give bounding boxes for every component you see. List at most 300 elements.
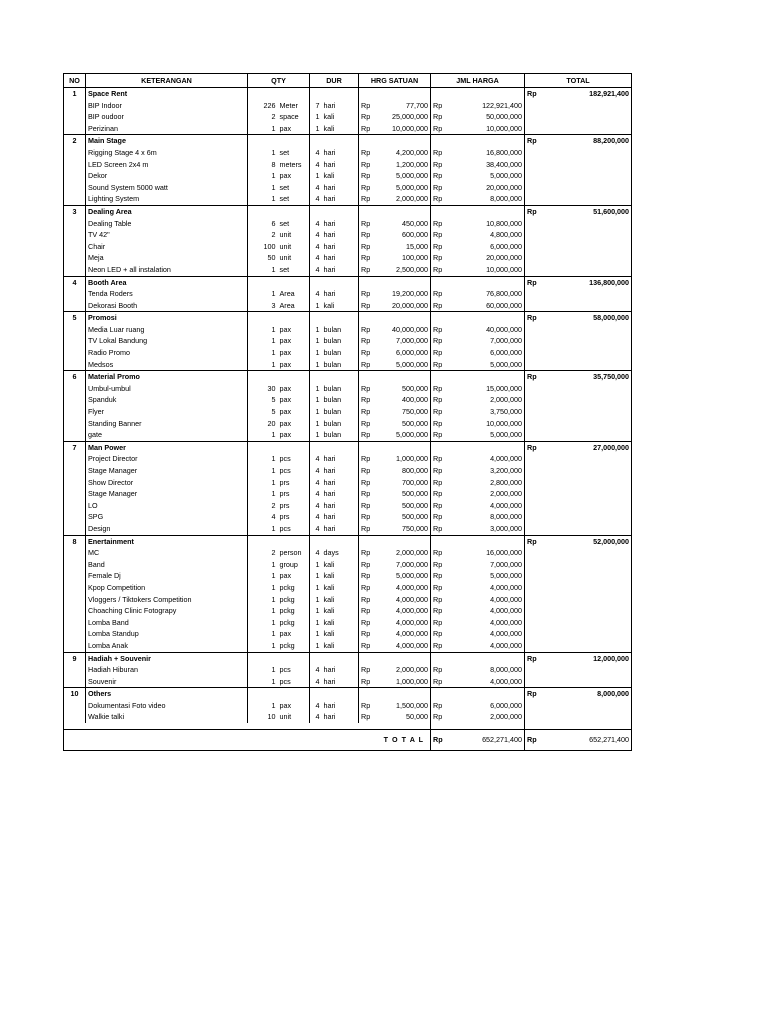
- item-price: 5,000,000: [375, 182, 431, 194]
- item-amount: 4,000,000: [447, 582, 525, 594]
- item-dur: 4: [315, 712, 320, 722]
- section-title: Material Promo: [86, 371, 248, 383]
- total-cell: [545, 218, 632, 230]
- unit-cell: [278, 276, 310, 288]
- row-number-cell: [64, 359, 86, 371]
- table-row: [64, 559, 632, 571]
- item-price: 6,000,000: [375, 347, 431, 359]
- item-price-currency: Rp: [361, 264, 371, 274]
- total-currency-cell: [525, 406, 545, 418]
- item-amount: 4,000,000: [447, 676, 525, 688]
- item-price: 400,000: [375, 394, 431, 406]
- item-amount: 15,000,000: [447, 383, 525, 395]
- qty-cell: [248, 441, 278, 453]
- item-dur-unit: hari: [322, 147, 359, 159]
- table-row: [64, 324, 632, 336]
- item-qty: 1: [271, 523, 276, 533]
- item-qty: 20: [267, 418, 276, 428]
- item-price-currency: Rp: [361, 617, 371, 627]
- item-price: 1,500,000: [375, 700, 431, 712]
- table-row: [64, 500, 632, 512]
- item-dur-unit: kali: [322, 582, 359, 594]
- item-dur-unit: bulan: [322, 429, 359, 441]
- row-number-cell: [64, 570, 86, 582]
- item-amount: 4,000,000: [447, 594, 525, 606]
- item-unit: pckg: [278, 605, 310, 617]
- item-dur: 7: [315, 100, 320, 110]
- item-amount: 76,800,000: [447, 288, 525, 300]
- item-price-currency: Rp: [361, 407, 371, 417]
- item-qty: 1: [271, 430, 276, 440]
- item-amount: 2,000,000: [447, 488, 525, 500]
- total-cell: [545, 100, 632, 112]
- section-title: Dealing Area: [86, 205, 248, 217]
- item-unit: Area: [278, 288, 310, 300]
- item-price-currency: Rp: [361, 395, 371, 405]
- item-qty: 1: [271, 606, 276, 616]
- section-total: 136,800,000: [545, 276, 632, 288]
- item-amount-currency: Rp: [433, 348, 443, 358]
- item-dur: 4: [315, 194, 320, 204]
- table-row: [64, 383, 632, 395]
- item-dur-unit: kali: [322, 640, 359, 652]
- item-dur-unit: hari: [322, 500, 359, 512]
- item-dur: 4: [315, 241, 320, 251]
- total-cell: [545, 711, 632, 723]
- item-amount: 20,000,000: [447, 182, 525, 194]
- section-header-row: [64, 276, 632, 288]
- item-amount-currency: Rp: [433, 100, 443, 110]
- section-total: 8,000,000: [545, 688, 632, 700]
- item-price-currency: Rp: [361, 466, 371, 475]
- row-number-cell: [64, 664, 86, 676]
- section-total: 35,750,000: [545, 371, 632, 383]
- item-dur-unit: hari: [322, 193, 359, 205]
- total-currency-cell: [525, 500, 545, 512]
- item-price-currency: Rp: [361, 194, 371, 204]
- item-name: Neon LED + all instalation: [86, 264, 248, 276]
- table-row: [64, 147, 632, 159]
- total-currency-cell: [525, 229, 545, 241]
- total-currency-cell: [525, 324, 545, 336]
- item-dur-unit: kali: [322, 617, 359, 629]
- total-cell: [545, 523, 632, 535]
- item-price-currency: Rp: [361, 241, 371, 251]
- total-currency-cell: [525, 488, 545, 500]
- item-unit: pcs: [278, 453, 310, 465]
- item-amount: 6,000,000: [447, 241, 525, 253]
- item-price-currency: Rp: [361, 383, 371, 393]
- item-unit: prs: [278, 488, 310, 500]
- item-qty: 1: [271, 559, 276, 569]
- total-currency-cell: [525, 605, 545, 617]
- item-unit: pax: [278, 429, 310, 441]
- row-number-cell: [64, 640, 86, 652]
- item-price: 500,000: [375, 488, 431, 500]
- section-total-currency: Rp: [525, 135, 545, 147]
- item-unit: set: [278, 147, 310, 159]
- item-amount-currency: Rp: [433, 712, 443, 722]
- total-cell: [545, 241, 632, 253]
- header-jml-harga: JML HARGA: [431, 74, 525, 88]
- item-amount: 4,800,000: [447, 229, 525, 241]
- item-amount-currency: Rp: [433, 159, 443, 169]
- qty-cell: [248, 652, 278, 664]
- item-unit: pax: [278, 347, 310, 359]
- row-number-cell: [64, 193, 86, 205]
- total-currency-cell: [525, 147, 545, 159]
- section-header-row: [64, 312, 632, 324]
- total-currency-cell: [525, 182, 545, 194]
- item-name: Sound System 5000 watt: [86, 182, 248, 194]
- item-unit: pax: [278, 406, 310, 418]
- item-name: LO: [86, 500, 248, 512]
- price-currency-cell: [359, 535, 375, 547]
- total-cell: [545, 511, 632, 523]
- item-price: 600,000: [375, 229, 431, 241]
- item-amount-currency: Rp: [433, 336, 443, 346]
- item-price-currency: Rp: [361, 700, 371, 710]
- item-dur-unit: bulan: [322, 324, 359, 336]
- header-no: NO: [64, 74, 86, 88]
- item-qty: 1: [271, 264, 276, 274]
- section-number: 9: [64, 652, 86, 664]
- item-qty: 1: [271, 617, 276, 627]
- total-currency-cell: [525, 594, 545, 606]
- row-number-cell: [64, 511, 86, 523]
- table-row: [64, 429, 632, 441]
- item-qty: 5: [271, 407, 276, 417]
- item-amount: 7,000,000: [447, 335, 525, 347]
- total-currency-cell: [525, 628, 545, 640]
- item-amount: 40,000,000: [447, 324, 525, 336]
- item-amount: 4,000,000: [447, 605, 525, 617]
- dur-unit-cell: [322, 88, 359, 100]
- item-amount-currency: Rp: [433, 640, 443, 650]
- total-currency-cell: [525, 394, 545, 406]
- item-unit: pcs: [278, 523, 310, 535]
- item-name: Lomba Anak: [86, 640, 248, 652]
- item-amount-currency: Rp: [433, 665, 443, 675]
- item-qty: 226: [263, 100, 276, 110]
- row-number-cell: [64, 406, 86, 418]
- item-price: 4,200,000: [375, 147, 431, 159]
- amount-cell: [447, 135, 525, 147]
- item-dur: 1: [315, 395, 320, 405]
- item-name: Lomba Band: [86, 617, 248, 629]
- amount-currency-cell: [431, 205, 447, 217]
- item-price-currency: Rp: [361, 348, 371, 358]
- table-row: [64, 193, 632, 205]
- item-amount: 2,000,000: [447, 394, 525, 406]
- table-row: [64, 418, 632, 430]
- total-currency-cell: [525, 582, 545, 594]
- item-dur: 1: [315, 359, 320, 369]
- item-unit: pax: [278, 335, 310, 347]
- section-header-row: [64, 135, 632, 147]
- table-row: [64, 159, 632, 171]
- unit-cell: [278, 535, 310, 547]
- item-price-currency: Rp: [361, 300, 371, 310]
- grand-total-value: 652,271,400: [545, 730, 632, 751]
- item-dur-unit: bulan: [322, 335, 359, 347]
- amount-currency-cell: [431, 88, 447, 100]
- item-amount: 3,000,000: [447, 523, 525, 535]
- item-dur: 1: [315, 407, 320, 417]
- item-price-currency: Rp: [361, 147, 371, 157]
- item-dur-unit: hari: [322, 700, 359, 712]
- item-price: 15,000: [375, 241, 431, 253]
- amount-cell: [447, 688, 525, 700]
- item-name: Flyer: [86, 406, 248, 418]
- item-name: Dekorasi Booth: [86, 300, 248, 312]
- total-cell: [545, 594, 632, 606]
- item-amount-currency: Rp: [433, 289, 443, 299]
- table-row: [64, 347, 632, 359]
- item-dur-unit: hari: [322, 100, 359, 112]
- item-amount: 7,000,000: [447, 559, 525, 571]
- item-price: 4,000,000: [375, 605, 431, 617]
- section-header-row: [64, 688, 632, 700]
- table-row: [64, 547, 632, 559]
- item-dur-unit: kali: [322, 605, 359, 617]
- row-number-cell: [64, 500, 86, 512]
- item-name: gate: [86, 429, 248, 441]
- qty-cell: [248, 88, 278, 100]
- table-row: [64, 229, 632, 241]
- item-name: BIP oudoor: [86, 111, 248, 123]
- amount-cell: [447, 312, 525, 324]
- section-total: 27,000,000: [545, 441, 632, 453]
- dur-unit-cell: [322, 652, 359, 664]
- item-price-currency: Rp: [361, 676, 371, 686]
- grand-total-row: [64, 730, 632, 751]
- table-body: [64, 88, 632, 724]
- item-unit: set: [278, 193, 310, 205]
- item-name: MC: [86, 547, 248, 559]
- item-price: 500,000: [375, 511, 431, 523]
- total-currency-cell: [525, 453, 545, 465]
- section-header-row: [64, 205, 632, 217]
- table-row: [64, 123, 632, 135]
- item-amount-currency: Rp: [433, 241, 443, 251]
- row-number-cell: [64, 523, 86, 535]
- item-dur-unit: kali: [322, 170, 359, 182]
- item-qty: 1: [271, 676, 276, 686]
- item-amount: 8,000,000: [447, 193, 525, 205]
- total-cell: [545, 264, 632, 276]
- item-name: Chair: [86, 241, 248, 253]
- item-price: 1,000,000: [375, 676, 431, 688]
- table-row: [64, 300, 632, 312]
- unit-cell: [278, 652, 310, 664]
- item-dur-unit: kali: [322, 123, 359, 135]
- item-dur-unit: hari: [322, 159, 359, 171]
- item-amount: 16,000,000: [447, 547, 525, 559]
- item-name: Stage Manager: [86, 465, 248, 477]
- item-unit: pax: [278, 628, 310, 640]
- budget-table: [63, 73, 632, 751]
- item-qty: 1: [271, 700, 276, 710]
- item-price-currency: Rp: [361, 230, 371, 240]
- item-dur: 1: [315, 300, 320, 310]
- item-price: 25,000,000: [375, 111, 431, 123]
- item-price: 1,000,000: [375, 453, 431, 465]
- table-row: [64, 100, 632, 112]
- item-dur: 4: [315, 182, 320, 192]
- item-qty: 1: [271, 629, 276, 639]
- item-price: 1,200,000: [375, 159, 431, 171]
- grand-total-jml-harga: 652,271,400: [447, 730, 525, 751]
- item-amount: 4,000,000: [447, 628, 525, 640]
- item-dur-unit: kali: [322, 300, 359, 312]
- section-header-row: [64, 535, 632, 547]
- item-price: 4,000,000: [375, 617, 431, 629]
- item-dur: 1: [315, 629, 320, 639]
- total-cell: [545, 617, 632, 629]
- unit-cell: [278, 135, 310, 147]
- total-currency-cell: [525, 193, 545, 205]
- row-number-cell: [64, 229, 86, 241]
- item-amount-currency: Rp: [433, 523, 443, 533]
- item-dur: 4: [315, 700, 320, 710]
- item-price-currency: Rp: [361, 336, 371, 346]
- amount-cell: [447, 535, 525, 547]
- price-currency-cell: [359, 276, 375, 288]
- section-total-currency: Rp: [525, 276, 545, 288]
- header-total: TOTAL: [525, 74, 632, 88]
- total-cell: [545, 300, 632, 312]
- item-name: Vloggers / Tiktokers Competition: [86, 594, 248, 606]
- item-dur: 4: [315, 489, 320, 499]
- row-number-cell: [64, 465, 86, 477]
- total-cell: [545, 605, 632, 617]
- item-price: 77,700: [375, 100, 431, 112]
- item-amount: 16,800,000: [447, 147, 525, 159]
- item-price-currency: Rp: [361, 418, 371, 428]
- item-dur: 1: [315, 324, 320, 334]
- dur-unit-cell: [322, 441, 359, 453]
- item-qty: 50: [267, 253, 276, 263]
- unit-cell: [278, 688, 310, 700]
- total-currency-cell: [525, 335, 545, 347]
- item-amount-currency: Rp: [433, 230, 443, 240]
- total-currency-cell: [525, 700, 545, 712]
- item-dur: 1: [315, 430, 320, 440]
- header-dur: DUR: [310, 74, 359, 88]
- unit-cell: [278, 441, 310, 453]
- table-row: [64, 359, 632, 371]
- total-cell: [545, 347, 632, 359]
- item-unit: pckg: [278, 617, 310, 629]
- price-currency-cell: [359, 371, 375, 383]
- section-title: Space Rent: [86, 88, 248, 100]
- item-dur: 4: [315, 147, 320, 157]
- grand-total-currency: Rp: [525, 730, 545, 751]
- row-number-cell: [64, 429, 86, 441]
- item-qty: 1: [271, 454, 276, 464]
- item-dur: 4: [315, 676, 320, 686]
- total-cell: [545, 676, 632, 688]
- table-row: [64, 335, 632, 347]
- table-row: [64, 594, 632, 606]
- item-price-currency: Rp: [361, 523, 371, 533]
- item-name: Tenda Roders: [86, 288, 248, 300]
- table-row: [64, 406, 632, 418]
- table-row: [64, 111, 632, 123]
- table-row: [64, 488, 632, 500]
- item-amount-currency: Rp: [433, 676, 443, 686]
- item-amount: 8,000,000: [447, 664, 525, 676]
- table-row: [64, 218, 632, 230]
- item-price-currency: Rp: [361, 112, 371, 122]
- item-price: 800,000: [375, 465, 431, 477]
- total-cell: [545, 335, 632, 347]
- section-header-row: [64, 371, 632, 383]
- total-cell: [545, 640, 632, 652]
- dur-cell: [310, 276, 322, 288]
- item-dur: 4: [315, 253, 320, 263]
- table-row: [64, 241, 632, 253]
- qty-cell: [248, 371, 278, 383]
- total-cell: [545, 159, 632, 171]
- item-price: 2,000,000: [375, 193, 431, 205]
- item-unit: pax: [278, 394, 310, 406]
- item-dur-unit: hari: [322, 664, 359, 676]
- row-number-cell: [64, 159, 86, 171]
- item-qty: 1: [271, 147, 276, 157]
- item-amount: 10,000,000: [447, 418, 525, 430]
- item-unit: pax: [278, 700, 310, 712]
- item-amount: 5,000,000: [447, 429, 525, 441]
- item-qty: 1: [271, 665, 276, 675]
- row-number-cell: [64, 182, 86, 194]
- row-number-cell: [64, 453, 86, 465]
- item-dur: 4: [315, 289, 320, 299]
- total-cell: [545, 465, 632, 477]
- item-price: 750,000: [375, 523, 431, 535]
- total-currency-cell: [525, 523, 545, 535]
- dur-unit-cell: [322, 312, 359, 324]
- row-number-cell: [64, 147, 86, 159]
- item-name: TV 42": [86, 229, 248, 241]
- amount-cell: [447, 371, 525, 383]
- item-unit: Meter: [278, 100, 310, 112]
- item-amount: 10,800,000: [447, 218, 525, 230]
- item-unit: unit: [278, 711, 310, 723]
- item-amount-currency: Rp: [433, 218, 443, 228]
- item-price-currency: Rp: [361, 559, 371, 569]
- total-cell: [545, 418, 632, 430]
- row-number-cell: [64, 218, 86, 230]
- item-qty: 1: [271, 348, 276, 358]
- item-unit: meters: [278, 159, 310, 171]
- total-cell: [545, 500, 632, 512]
- item-name: Souvenir: [86, 676, 248, 688]
- unit-cell: [278, 205, 310, 217]
- item-qty: 3: [271, 300, 276, 310]
- dur-cell: [310, 371, 322, 383]
- amount-currency-cell: [431, 535, 447, 547]
- dur-unit-cell: [322, 535, 359, 547]
- section-title: Enertainment: [86, 535, 248, 547]
- item-qty: 1: [271, 489, 276, 499]
- item-amount: 5,000,000: [447, 170, 525, 182]
- amount-cell: [447, 652, 525, 664]
- section-total: 182,921,400: [545, 88, 632, 100]
- section-header-row: [64, 652, 632, 664]
- row-number-cell: [64, 628, 86, 640]
